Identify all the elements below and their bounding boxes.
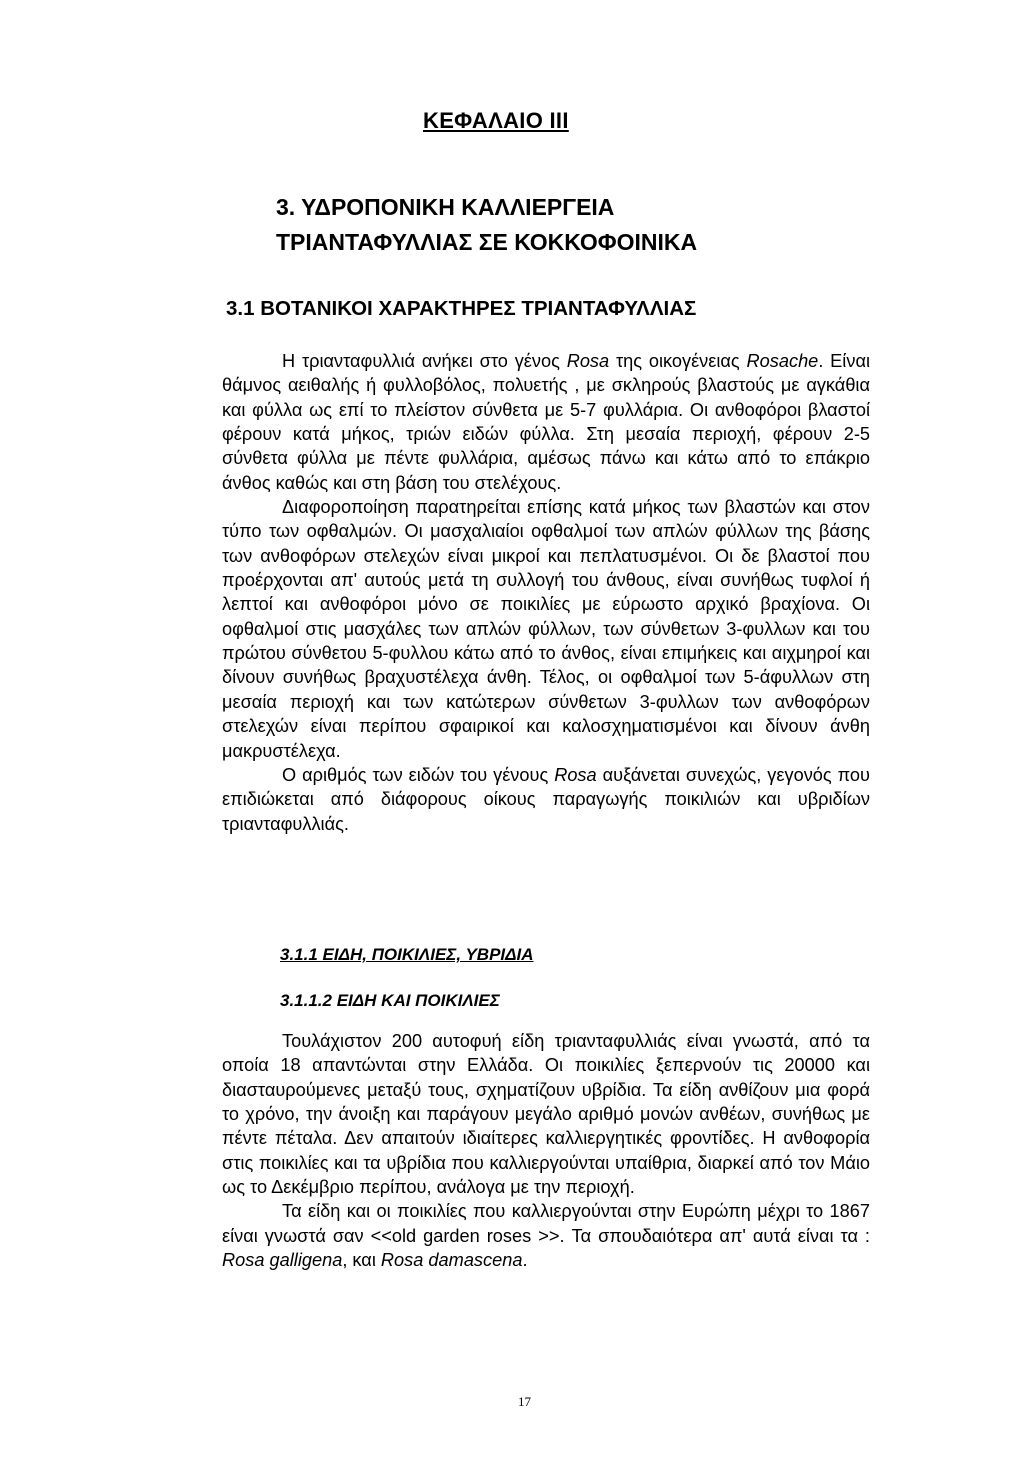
section-title [276, 190, 697, 260]
paragraph-5-text-c: , και [342, 1250, 381, 1271]
paragraph-5 [222, 1199, 870, 1272]
paragraph-5-text-e: . [522, 1250, 528, 1271]
heading-3-1-1-2: 3.1.1.2 ΕΙΔΗ ΚΑΙ ΠΟΙΚΙΛΙΕΣ [280, 991, 500, 1010]
paragraph-1-genus: Rosa [566, 351, 610, 371]
subsection-title: 3.1 ΒΟΤΑΝΙΚΟΙ ΧΑΡΑΚΤΗΡΕΣ ΤΡΙΑΝΤΑΦΥΛΛΙΑΣ [226, 297, 697, 320]
paragraph-5-text-a: Τα είδη και οι ποικιλίες που καλλιεργούνται στην Ευρώπη μέχρι το 1867 είναι γνωστά σαν <<old garden roses >>. Τα σπουδαιότερα απ' αυτά είναι τα : [222, 1201, 870, 1246]
body-text-lower [222, 1029, 870, 1272]
heading-3-1-1: 3.1.1 ΕΙΔΗ, ΠΟΙΚΙΛΙΕΣ, ΥΒΡΙΔΙΑ [280, 945, 534, 964]
paragraph-3-text-c: αυξάνεται συνεχώς, γεγονός που επιδιώκεται από διάφορους οίκους παραγωγής ποικιλιών και υβριδίων τριανταφυλλιάς. [222, 764, 870, 834]
paragraph-3-text-a: Ο αριθμός των ειδών του γένους [282, 764, 555, 785]
page-number: 17 [518, 1394, 531, 1409]
paragraph-2: Διαφοροποίηση παρατηρείται επίσης κατά μήκος των βλαστών και στον τύπο των οφθαλμών. Οι μασχαλιαίοι οφθαλμοί των απλών φύλλων της βάσης των ανθοφόρων στελεχών είναι μικροί και πεπλατυσμένοι. Οι δε βλαστοί που προέρχονται απ' αυτούς μετά τη συλλογή του άνθους, είναι συνήθως τυφλοί ή λεπτοί και ανθοφόροι μόνο σε ποικιλίες με εύρωστο αρχικό βραχίονα. Οι οφθαλμοί στις μασχάλες των απλών φύλλων, των σύνθετων 3-φυλλων και του πρώτου σύνθετου 5-φυλλου κάτω από το άνθος, είναι επιμήκεις και αιχμηροί και δίνουν συνήθως βραχυστέλεχα άνθη. Τέλος, οι οφθαλμοί των 5-άφυλλων στη μεσαία περιοχή και των κατώτερων σύνθετων 3-φυλλων των ανθοφόρων στελεχών είναι περίπου σφαιρικοί και καλοσχηματισμένοι και δίνουν άνθη μακρυστέλεχα. [222, 497, 870, 761]
paragraph-3 [222, 763, 870, 836]
paragraph-5-species-2: Rosa damascena [380, 1250, 523, 1271]
body-text-upper [222, 349, 870, 836]
paragraph-1-family: Rosache [746, 351, 819, 371]
paragraph-1-text-e: . Είναι θάμνος αειθαλής ή φυλλοβόλος, πολυετής , με σκληρούς βλαστούς με αγκάθια και φύλλα ως επί το πλείστον σύνθετα με 5-7 φυλλάρια. Οι ανθοφόροι βλαστοί φέρουν κατά μήκος, τριών ειδών φύλλα. Στη μεσαία περιοχή, φέρουν 2-5 σύνθετα φύλλα με πέντε φυλλάρια, αμέσως πάνω και κάτω από το επάκριο άνθος καθώς και στη βάση του στελέχους. [222, 351, 870, 493]
paragraph-4: Τουλάχιστον 200 αυτοφυή είδη τριανταφυλλιάς είναι γνωστά, από τα οποία 18 απαντώνται στην Ελλάδα. Οι ποικιλίες ξεπερνούν τις 20000 και διασταυρούμενες μεταξύ τους, σχηματίζουν υβρίδια. Τα είδη ανθίζουν μια φορά το χρόνο, την άνοιξη και παράγουν μεγάλο αριθμό μονών ανθέων, συνήθως με πέντε πέταλα. Δεν απαιτούν ιδιαίτερες καλλιεργητικές φροντίδες. Η ανθοφορία στις ποικιλίες και τα υβρίδια που καλλιεργούνται υπαίθρια, διαρκεί από τον Μάιο ως το Δεκέμβριο περίπου, ανάλογα με την περιοχή. [222, 1031, 870, 1198]
paragraph-1 [222, 349, 870, 495]
section-title-line2: ΤΡΙΑΝΤΑΦΥΛΛΙΑΣ ΣΕ ΚΟΚΚΟΦΟΙΝΙΚΑ [276, 229, 698, 255]
paragraph-5-species-1: Rosa galligena [222, 1250, 343, 1271]
paragraph-1-text-a: Η τριανταφυλλιά ανήκει στο γένος [282, 351, 567, 371]
paragraph-1-text-c: της οικογένειας [609, 351, 747, 371]
section-title-line1: 3. ΥΔΡΟΠΟΝΙΚΗ ΚΑΛΛΙΕΡΓΕΙΑ [276, 194, 615, 220]
paragraph-3-genus: Rosa [554, 764, 597, 785]
chapter-heading: ΚΕΦΑΛΑΙΟ III [423, 108, 569, 133]
